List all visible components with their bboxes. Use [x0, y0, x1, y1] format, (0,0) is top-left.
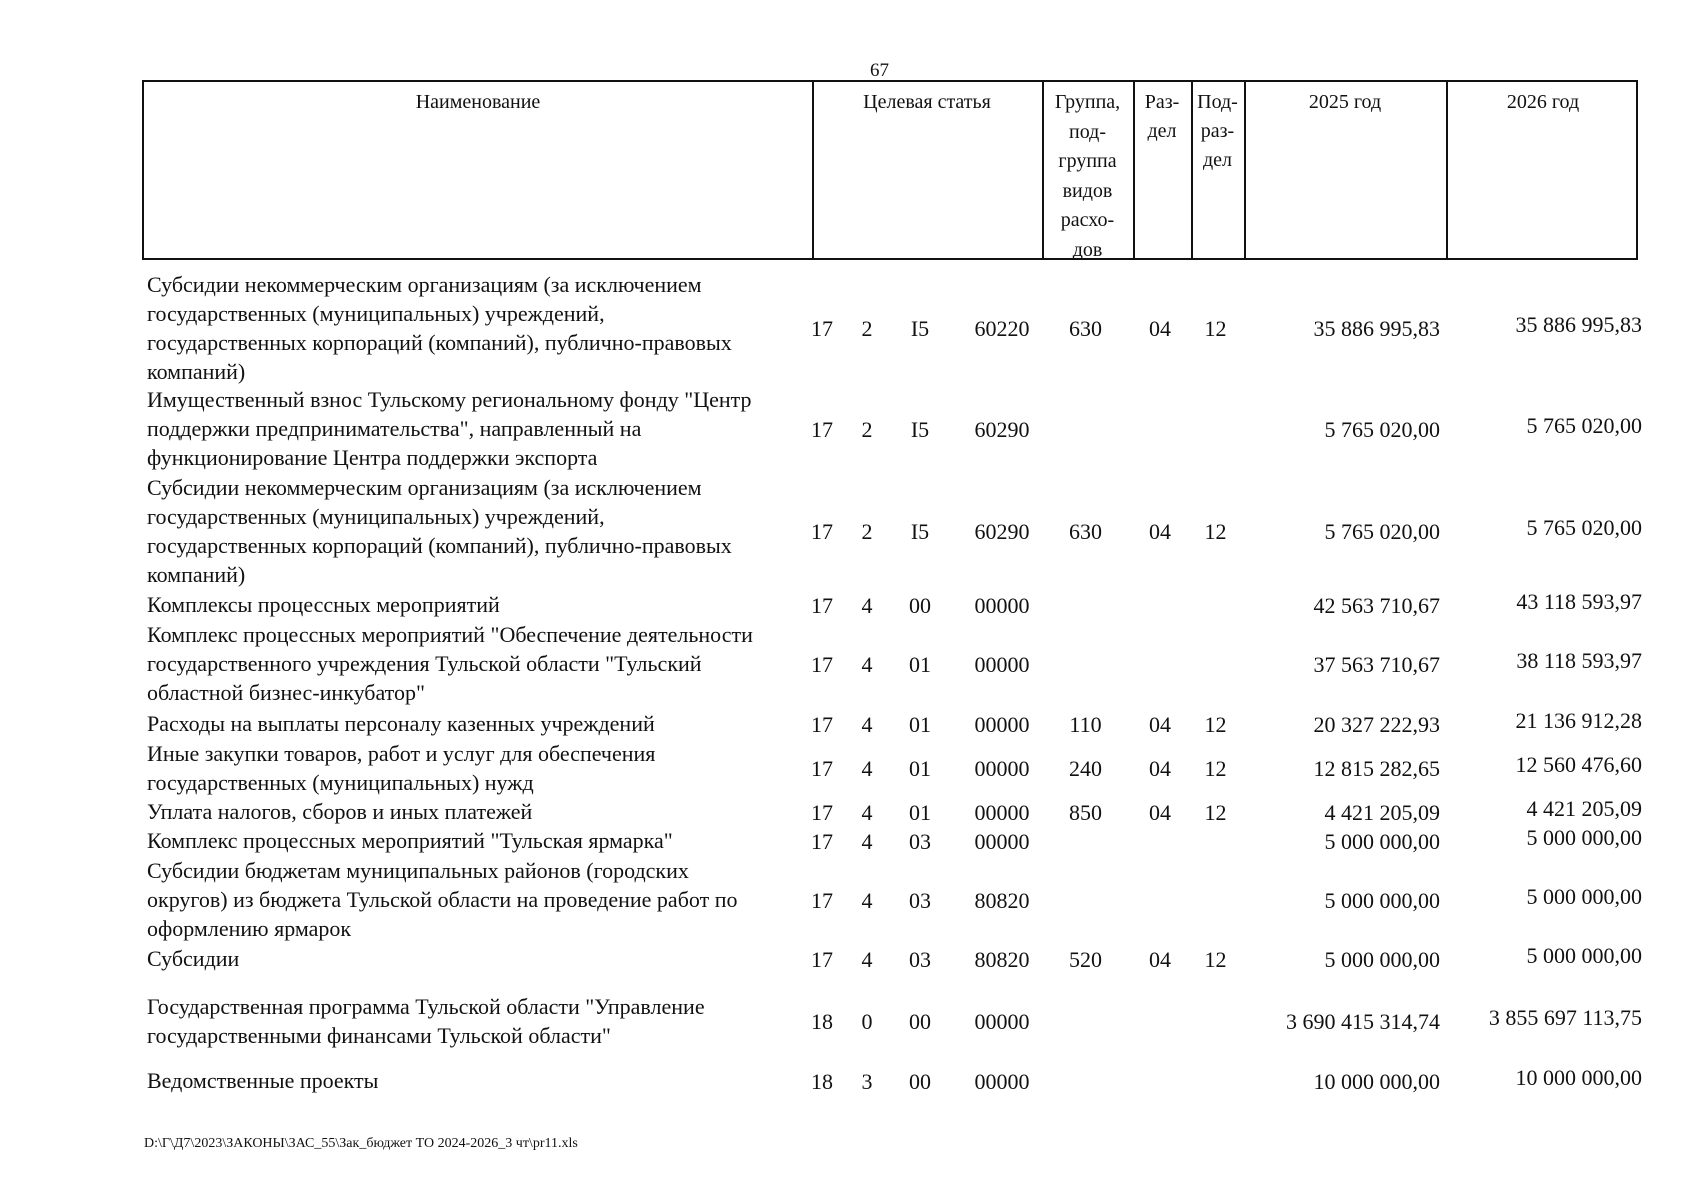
target-subprogram-code: 3 — [861, 1068, 873, 1094]
target-direction-code: 60290 — [974, 416, 1030, 442]
amount-2026: 38 118 593,97 — [1516, 647, 1642, 673]
header-target: Целевая статья — [863, 91, 991, 113]
target-program-code: 18 — [811, 1068, 833, 1094]
target-direction-code: 00000 — [974, 651, 1030, 677]
amount-2025: 4 421 205,09 — [1324, 799, 1440, 825]
amount-2025: 12 815 282,65 — [1313, 756, 1440, 781]
row-name-line: Субсидии некоммерческим организациям (за исключением — [147, 272, 702, 297]
target-program-code: 17 — [811, 519, 833, 544]
header-year-2025: 2025 год — [1308, 91, 1382, 113]
header-section-line: Раз- — [1144, 91, 1180, 113]
footer-file-path: D:\Г\Д7\2023\ЗАКОНЫ\ЗАС_55\Зак_бюджет ТО 2024-2026_3 чт\pr11.xls — [144, 1136, 578, 1151]
row-name — [147, 826, 807, 855]
amount-2025: 35 886 995,83 — [1313, 316, 1440, 341]
table-row — [142, 856, 1662, 943]
row-name-line: государственных корпораций (компаний), публично-правовых — [147, 330, 732, 355]
target-program-code: 17 — [811, 756, 833, 781]
row-name — [147, 739, 807, 797]
amount-2026: 5 765 020,00 — [1526, 412, 1642, 438]
row-name-line: Субсидии некоммерческим организациям (за исключением — [147, 475, 702, 500]
row-name-line: поддержки предпринимательства", направленный на — [147, 416, 642, 441]
target-program-code: 17 — [811, 799, 833, 825]
row-name-line: областной бизнес-инкубатор" — [147, 680, 425, 705]
row-name — [147, 385, 807, 472]
section-code: 04 — [1149, 799, 1171, 825]
target-project-code: I5 — [910, 519, 930, 544]
subsection-code: 12 — [1204, 316, 1227, 341]
target-subprogram-code: 4 — [861, 592, 873, 618]
header-section — [1133, 88, 1191, 146]
subsection-code: 12 — [1204, 946, 1227, 972]
amount-2026: 5 000 000,00 — [1526, 883, 1642, 909]
target-project-code: 01 — [909, 711, 931, 737]
header-section-line: дел — [1147, 120, 1177, 142]
target-direction-code: 60220 — [974, 316, 1030, 341]
target-direction-code: 60290 — [974, 519, 1030, 544]
target-project-code: 00 — [909, 1068, 931, 1094]
table-row — [142, 270, 1662, 386]
amount-2026: 5 765 020,00 — [1526, 515, 1642, 540]
amount-2026: 5 000 000,00 — [1526, 942, 1642, 968]
target-program-code: 17 — [811, 416, 833, 442]
table-row — [142, 473, 1662, 589]
row-name-line: Государственная программа Тульской области "Управление — [147, 994, 705, 1019]
target-program-code: 17 — [811, 651, 833, 677]
row-name-line: Имущественный взнос Тульскому региональному фонду "Центр — [147, 387, 752, 412]
row-name-line: компаний) — [147, 359, 246, 384]
section-code: 04 — [1149, 711, 1171, 737]
amount-2026: 35 886 995,83 — [1515, 312, 1642, 337]
target-subprogram-code: 2 — [861, 416, 873, 442]
header-subsection — [1191, 88, 1244, 175]
amount-2025: 3 690 415 314,74 — [1286, 1009, 1440, 1034]
target-project-code: 03 — [909, 887, 931, 913]
amount-2026: 5 000 000,00 — [1526, 824, 1642, 850]
header-group-line: расхо- — [1060, 209, 1115, 231]
header-subsection-line: Под- — [1197, 91, 1238, 113]
row-name-line: Уплата налогов, сборов и иных платежей — [147, 799, 533, 824]
table-row — [142, 590, 1662, 619]
section-code: 04 — [1149, 946, 1171, 972]
row-name-line: государственного учреждения Тульской области "Тульский — [147, 651, 702, 676]
row-name-line: Иные закупки товаров, работ и услуг для обеспечения — [147, 741, 656, 766]
row-name-line: Комплекс процессных мероприятий "Обеспечение деятельности — [147, 622, 753, 647]
row-name — [147, 856, 807, 943]
target-project-code: 00 — [909, 592, 931, 618]
row-name-line: государственных (муниципальных) нужд — [147, 770, 534, 795]
target-direction-code: 00000 — [974, 711, 1030, 737]
target-project-code: 03 — [909, 828, 931, 854]
row-name-line: округов) из бюджета Тульской области на проведение работ по — [147, 887, 738, 912]
subsection-code: 12 — [1204, 799, 1227, 825]
row-name-line: Субсидии бюджетам муниципальных районов (городских — [147, 858, 689, 883]
amount-2025: 5 000 000,00 — [1324, 828, 1440, 854]
table-row — [142, 826, 1662, 855]
row-name-line: оформлению ярмарок — [147, 916, 352, 941]
expense-group-code: 240 — [1069, 756, 1102, 781]
amount-2025: 20 327 222,93 — [1313, 711, 1440, 737]
target-project-code: 01 — [909, 756, 931, 781]
target-subprogram-code: 0 — [861, 1009, 873, 1034]
expense-group-code: 110 — [1069, 711, 1102, 737]
target-project-code: 01 — [909, 651, 931, 677]
target-subprogram-code: 4 — [861, 711, 873, 737]
target-program-code: 17 — [811, 592, 833, 618]
row-name-line: Расходы на выплаты персоналу казенных учреждений — [147, 711, 655, 736]
table-row — [142, 385, 1662, 472]
amount-2026: 4 421 205,09 — [1526, 795, 1642, 821]
target-program-code: 17 — [811, 887, 833, 913]
header-group-line: дов — [1072, 238, 1103, 261]
header-group-line: группа — [1058, 150, 1117, 172]
target-direction-code: 00000 — [974, 799, 1030, 825]
table-row — [142, 739, 1662, 797]
amount-2026: 3 855 697 113,75 — [1488, 1005, 1642, 1030]
row-name — [147, 620, 807, 707]
target-direction-code: 80820 — [974, 887, 1030, 913]
target-subprogram-code: 4 — [861, 756, 873, 781]
table-row — [142, 992, 1662, 1050]
table-row — [142, 620, 1662, 707]
target-subprogram-code: 4 — [861, 946, 873, 972]
row-name — [147, 797, 807, 826]
header-subsection-line: дел — [1202, 149, 1233, 171]
amount-2025: 42 563 710,67 — [1313, 592, 1440, 618]
page-number: 67 — [870, 60, 889, 81]
target-program-code: 17 — [811, 828, 833, 854]
target-subprogram-code: 4 — [861, 651, 873, 677]
row-name-line: государственных корпораций (компаний), публично-правовых — [147, 533, 732, 558]
row-name-line: государственных (муниципальных) учреждений, — [147, 504, 605, 529]
target-program-code: 17 — [811, 946, 833, 972]
target-direction-code: 00000 — [974, 1009, 1030, 1034]
amount-2025: 5 000 000,00 — [1324, 946, 1440, 972]
row-name-line: Субсидии — [147, 946, 240, 971]
amount-2026: 10 000 000,00 — [1515, 1064, 1642, 1090]
amount-2025: 10 000 000,00 — [1313, 1068, 1440, 1094]
target-program-code: 18 — [811, 1009, 833, 1034]
target-program-code: 17 — [811, 316, 833, 341]
amount-2025: 37 563 710,67 — [1313, 651, 1440, 677]
target-direction-code: 00000 — [974, 756, 1030, 781]
target-direction-code: 00000 — [974, 828, 1030, 854]
target-direction-code: 80820 — [974, 946, 1030, 972]
target-project-code: 00 — [909, 1009, 931, 1034]
header-year-2026: 2026 год — [1506, 91, 1580, 113]
target-project-code: 01 — [909, 799, 931, 825]
table-header — [142, 80, 1638, 260]
row-name-line: функционирование Центра поддержки экспорта — [147, 445, 598, 470]
table-row — [142, 1066, 1662, 1095]
header-group-line: Группа, — [1054, 91, 1121, 113]
subsection-code: 12 — [1204, 711, 1227, 737]
expense-group-code: 520 — [1069, 946, 1102, 972]
target-direction-code: 00000 — [974, 592, 1030, 618]
section-code: 04 — [1149, 316, 1171, 341]
amount-2025: 5 765 020,00 — [1324, 416, 1440, 442]
table-row — [142, 709, 1662, 738]
target-subprogram-code: 4 — [861, 887, 873, 913]
amount-2026: 43 118 593,97 — [1516, 588, 1642, 614]
row-name-line: государственных (муниципальных) учреждений, — [147, 301, 605, 326]
target-project-code: 03 — [909, 946, 931, 972]
header-group-line: под- — [1069, 120, 1106, 143]
subsection-code: 12 — [1204, 756, 1227, 781]
section-code: 04 — [1149, 756, 1171, 781]
row-name-line: Комплекс процессных мероприятий "Тульская ярмарка" — [147, 828, 673, 853]
target-direction-code: 00000 — [974, 1068, 1030, 1094]
amount-2026: 21 136 912,28 — [1515, 707, 1642, 733]
row-name — [147, 709, 807, 738]
target-subprogram-code: 2 — [861, 316, 873, 341]
row-name — [147, 1066, 807, 1095]
amount-2025: 5 765 020,00 — [1324, 519, 1440, 544]
section-code: 04 — [1149, 519, 1171, 544]
expense-group-code: 630 — [1069, 519, 1102, 544]
target-project-code: I5 — [910, 416, 930, 442]
target-subprogram-code: 2 — [861, 519, 873, 544]
row-name-line: компаний) — [147, 562, 246, 587]
subsection-code: 12 — [1204, 519, 1227, 544]
row-name — [147, 473, 807, 589]
row-name — [147, 270, 807, 386]
header-group-line: видов — [1062, 179, 1113, 202]
row-name-line: Ведомственные проекты — [147, 1068, 379, 1093]
target-program-code: 17 — [811, 711, 833, 737]
target-subprogram-code: 4 — [861, 828, 873, 854]
expense-group-code: 630 — [1069, 316, 1102, 341]
header-name: Наименование — [415, 91, 541, 113]
expense-group-code: 850 — [1069, 799, 1102, 825]
row-name-line: Комплексы процессных мероприятий — [147, 592, 500, 617]
amount-2025: 5 000 000,00 — [1324, 887, 1440, 913]
amount-2026: 12 560 476,60 — [1515, 752, 1642, 777]
row-name — [147, 590, 807, 619]
table-row — [142, 797, 1662, 826]
header-group — [1042, 88, 1133, 265]
row-name-line: государственными финансами Тульской области" — [147, 1023, 611, 1048]
row-name — [147, 992, 807, 1050]
header-subsection-line: раз- — [1200, 120, 1235, 142]
row-name — [147, 944, 807, 973]
target-subprogram-code: 4 — [861, 799, 873, 825]
table-row — [142, 944, 1662, 973]
target-project-code: I5 — [910, 316, 930, 341]
